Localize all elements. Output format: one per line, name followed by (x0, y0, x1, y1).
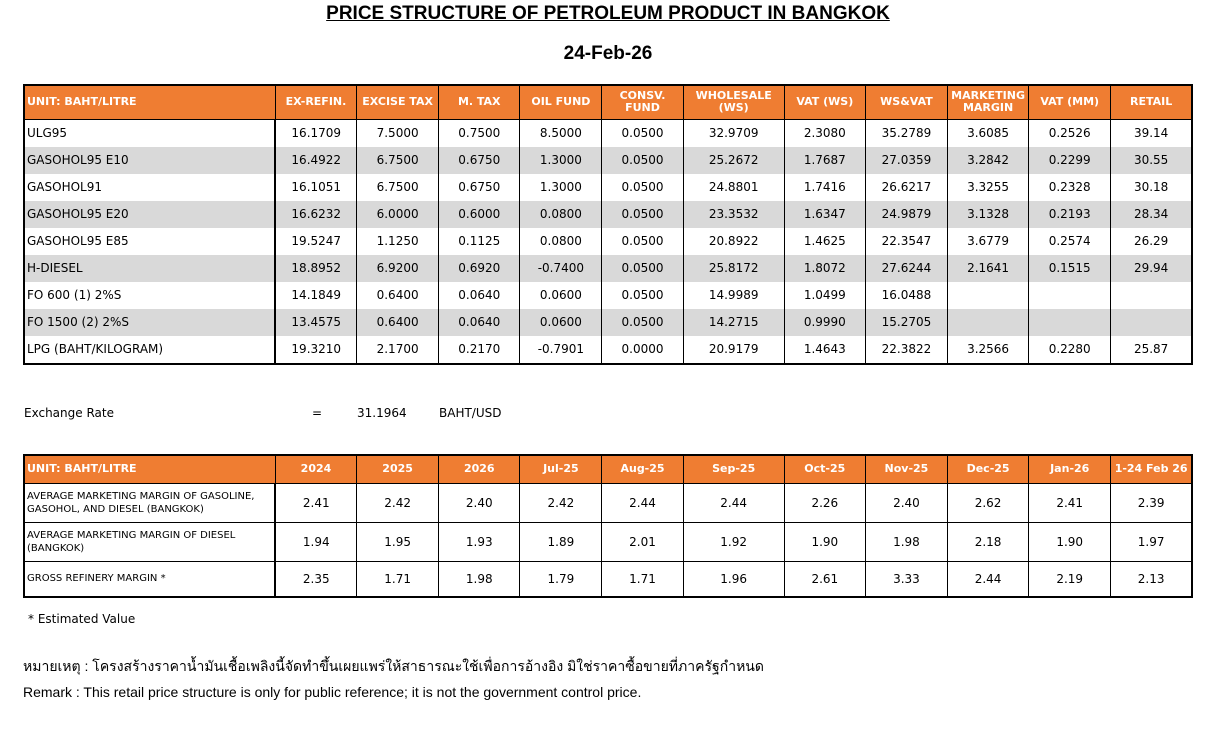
table-cell (1111, 282, 1192, 309)
margin-col-header-11: 1-24 Feb 26 (1111, 455, 1192, 483)
table-cell: 26.29 (1111, 228, 1192, 255)
table-cell: 1.4625 (784, 228, 865, 255)
table-cell: 2.39 (1111, 483, 1192, 522)
table-cell: 2.40 (865, 483, 947, 522)
table-cell: 0.0500 (602, 201, 683, 228)
table-cell: 1.71 (602, 561, 683, 597)
table-cell: 1.1250 (357, 228, 439, 255)
table-cell: 3.6085 (948, 119, 1029, 147)
table-cell: 0.0500 (602, 147, 683, 174)
page-title: PRICE STRUCTURE OF PETROLEUM PRODUCT IN BANGKOK (326, 3, 890, 24)
table-cell: 2.42 (357, 483, 439, 522)
table-cell: 16.6232 (275, 201, 356, 228)
table-cell: 1.0499 (784, 282, 865, 309)
report-date: 24-Feb-26 (563, 43, 653, 64)
table-cell: 22.3822 (865, 336, 947, 364)
table-cell: 1.3000 (520, 174, 602, 201)
table-cell: 18.8952 (275, 255, 356, 282)
table-cell: 1.8072 (784, 255, 865, 282)
table-cell: 1.7416 (784, 174, 865, 201)
row-label: AVERAGE MARKETING MARGIN OF GASOLINE, GASOHOL, AND DIESEL (BANGKOK) (24, 483, 275, 522)
table-cell: 0.0800 (520, 228, 602, 255)
table-cell: 0.0600 (520, 282, 602, 309)
row-label: GASOHOL95 E20 (24, 201, 275, 228)
table-cell: 16.4922 (275, 147, 356, 174)
exchange-rate-unit: BAHT/USD (439, 406, 502, 420)
margin-table-header-row (24, 455, 1192, 483)
table-cell: 14.2715 (683, 309, 784, 336)
table-cell: 0.6400 (357, 309, 439, 336)
margin-col-header-9: Dec-25 (948, 455, 1029, 483)
table-cell: 0.0800 (520, 201, 602, 228)
price-row (24, 201, 1192, 228)
row-label: GASOHOL91 (27, 180, 102, 194)
table-cell: 8.5000 (520, 119, 602, 147)
table-cell: 0.6400 (357, 282, 439, 309)
price-col-header-9: MARKETING MARGIN (948, 85, 1029, 119)
table-cell: 16.1709 (275, 119, 356, 147)
price-row (24, 336, 1192, 364)
margin-row (24, 483, 1192, 522)
table-cell: 1.97 (1111, 522, 1192, 561)
price-col-header-7: VAT (WS) (784, 85, 865, 119)
row-label: GASOHOL95 E85 (27, 234, 129, 248)
table-cell: 3.1328 (948, 201, 1029, 228)
table-cell: 1.90 (1029, 522, 1111, 561)
margin-col-header-4: Jul-25 (520, 455, 602, 483)
margin-row (24, 561, 1192, 597)
table-cell: 29.94 (1111, 255, 1192, 282)
table-cell: 2.61 (784, 561, 865, 597)
price-col-header-4: OIL FUND (520, 85, 602, 119)
table-cell: 30.55 (1111, 147, 1192, 174)
table-cell: 1.92 (683, 522, 784, 561)
table-cell: 24.9879 (865, 201, 947, 228)
table-cell: 1.4643 (784, 336, 865, 364)
table-cell: 1.7687 (784, 147, 865, 174)
table-cell: 0.6750 (439, 147, 520, 174)
price-col-header-1: EX-REFIN. (275, 85, 356, 119)
table-cell: 0.7500 (439, 119, 520, 147)
table-cell: 20.8922 (683, 228, 784, 255)
table-cell: 2.42 (520, 483, 602, 522)
margin-col-header-2: 2025 (357, 455, 439, 483)
table-cell: 16.1051 (275, 174, 356, 201)
row-label: GASOHOL95 E10 (24, 147, 275, 174)
price-col-header-2: EXCISE TAX (357, 85, 439, 119)
table-cell (948, 309, 1029, 336)
row-label: AVERAGE MARKETING MARGIN OF DIESEL (BANGKOK) (24, 522, 275, 561)
table-cell: 19.3210 (275, 336, 356, 364)
row-label: FO 1500 (2) 2%S (24, 309, 275, 336)
table-cell: 1.95 (357, 522, 439, 561)
table-cell: 6.7500 (357, 147, 439, 174)
table-cell: 2.1641 (948, 255, 1029, 282)
table-cell: 0.2299 (1029, 147, 1111, 174)
price-col-header-10: VAT (MM) (1029, 85, 1111, 119)
table-cell: 3.3255 (948, 174, 1029, 201)
table-cell: 0.2526 (1029, 119, 1111, 147)
table-cell: 0.6750 (439, 174, 520, 201)
margin-col-header-1: 2024 (275, 455, 356, 483)
table-cell: 27.0359 (865, 147, 947, 174)
table-cell: 0.6920 (439, 255, 520, 282)
table-cell: 0.0500 (602, 228, 683, 255)
table-cell: 0.1515 (1029, 255, 1111, 282)
price-col-header-5: CONSV. FUND (602, 85, 683, 119)
table-cell: 1.79 (520, 561, 602, 597)
table-cell: 16.0488 (865, 282, 947, 309)
margin-col-header-10: Jan-26 (1029, 455, 1111, 483)
price-col-header-6: WHOLESALE (WS) (683, 85, 784, 119)
table-cell: 25.87 (1111, 336, 1192, 364)
table-cell: 19.5247 (275, 228, 356, 255)
table-cell (1111, 309, 1192, 336)
table-cell: 3.6779 (948, 228, 1029, 255)
table-cell: 1.94 (275, 522, 356, 561)
table-cell: 0.2193 (1029, 201, 1111, 228)
table-cell: 13.4575 (275, 309, 356, 336)
price-row (24, 282, 1192, 309)
price-table-header-row (24, 85, 1192, 119)
exchange-rate-value: 31.1964 (357, 406, 407, 420)
table-cell: 1.3000 (520, 147, 602, 174)
table-cell: 2.44 (948, 561, 1029, 597)
table-cell: 2.44 (602, 483, 683, 522)
price-table-body (24, 119, 1192, 364)
margin-row (24, 522, 1192, 561)
price-col-header-0: UNIT: BAHT/LITRE (24, 85, 275, 119)
table-cell: 25.2672 (683, 147, 784, 174)
price-row (24, 147, 1192, 174)
table-cell (1029, 282, 1111, 309)
margin-col-header-0: UNIT: BAHT/LITRE (24, 455, 275, 483)
remark-thai: หมายเหตุ : โครงสร้างราคาน้ำมันเชื้อเพลิงนี้จัดทำขึ้นเผยแพร่ให้สาธารณะใช้เพื่อการอ้างอิง มิใช่ราคาซื้อขายที่ภาครัฐกำหนด (23, 658, 764, 674)
table-cell: 0.1125 (439, 228, 520, 255)
table-cell: 2.41 (275, 483, 356, 522)
table-cell: 0.0640 (439, 282, 520, 309)
table-cell: 15.2705 (865, 309, 947, 336)
table-cell: 6.0000 (357, 201, 439, 228)
table-cell: 1.89 (520, 522, 602, 561)
table-cell: 30.18 (1111, 174, 1192, 201)
remark-english: Remark : This retail price structure is only for public reference; it is not the government control price. (23, 684, 642, 700)
table-cell: 1.98 (865, 522, 947, 561)
exchange-rate-label: Exchange Rate (24, 406, 114, 420)
table-cell: 3.2842 (948, 147, 1029, 174)
table-cell: 2.1700 (357, 336, 439, 364)
table-cell: 24.8801 (683, 174, 784, 201)
table-cell: 35.2789 (865, 119, 947, 147)
table-cell (1029, 309, 1111, 336)
table-cell: 20.9179 (683, 336, 784, 364)
margin-col-header-6: Sep-25 (683, 455, 784, 483)
table-cell: 0.0500 (602, 282, 683, 309)
price-row (24, 228, 1192, 255)
table-cell: 23.3532 (683, 201, 784, 228)
table-cell: 0.0500 (602, 174, 683, 201)
margin-table-body (24, 483, 1192, 597)
row-label: H-DIESEL (24, 255, 275, 282)
table-cell: 1.98 (439, 561, 520, 597)
row-label: LPG (BAHT/KILOGRAM) (27, 342, 164, 356)
row-label: GROSS REFINERY MARGIN * (24, 561, 275, 597)
table-cell: 26.6217 (865, 174, 947, 201)
table-cell: 1.90 (784, 522, 865, 561)
table-cell: 2.35 (275, 561, 356, 597)
table-cell (948, 282, 1029, 309)
row-label: FO 600 (1) 2%S (27, 288, 122, 302)
margin-table (23, 454, 1193, 598)
table-cell: -0.7901 (520, 336, 602, 364)
footnote: * Estimated Value (28, 612, 136, 626)
exchange-rate-equals: = (312, 406, 323, 420)
table-cell: 2.41 (1029, 483, 1111, 522)
price-row (24, 174, 1192, 201)
table-cell: 0.2280 (1029, 336, 1111, 364)
table-cell: 0.0500 (602, 309, 683, 336)
table-cell: 0.2170 (439, 336, 520, 364)
table-cell: 14.9989 (683, 282, 784, 309)
price-row (24, 255, 1192, 282)
table-cell: 2.01 (602, 522, 683, 561)
table-cell: 28.34 (1111, 201, 1192, 228)
margin-col-header-5: Aug-25 (602, 455, 683, 483)
table-cell: 2.62 (948, 483, 1029, 522)
table-cell: 3.33 (865, 561, 947, 597)
table-cell: 2.3080 (784, 119, 865, 147)
table-cell: 3.2566 (948, 336, 1029, 364)
table-cell: 2.26 (784, 483, 865, 522)
table-cell: 1.93 (439, 522, 520, 561)
table-cell: 0.0000 (602, 336, 683, 364)
table-cell: 0.0500 (602, 255, 683, 282)
table-cell: 0.0640 (439, 309, 520, 336)
table-cell: 1.71 (357, 561, 439, 597)
price-row (24, 119, 1192, 147)
table-cell: 7.5000 (357, 119, 439, 147)
table-cell: 0.0600 (520, 309, 602, 336)
table-cell: 2.18 (948, 522, 1029, 561)
price-structure-table (23, 84, 1193, 365)
table-cell: -0.7400 (520, 255, 602, 282)
table-cell: 6.7500 (357, 174, 439, 201)
table-cell: 0.6000 (439, 201, 520, 228)
table-cell: 22.3547 (865, 228, 947, 255)
margin-col-header-7: Oct-25 (784, 455, 865, 483)
table-cell: 27.6244 (865, 255, 947, 282)
table-cell: 6.9200 (357, 255, 439, 282)
table-cell: 2.40 (439, 483, 520, 522)
table-cell: 25.8172 (683, 255, 784, 282)
price-row (24, 309, 1192, 336)
table-cell: 0.2328 (1029, 174, 1111, 201)
table-cell: 0.0500 (602, 119, 683, 147)
margin-col-header-3: 2026 (439, 455, 520, 483)
table-cell: 1.96 (683, 561, 784, 597)
price-col-header-3: M. TAX (439, 85, 520, 119)
table-cell: 0.2574 (1029, 228, 1111, 255)
row-label: ULG95 (27, 126, 68, 140)
table-cell: 2.13 (1111, 561, 1192, 597)
margin-col-header-8: Nov-25 (865, 455, 947, 483)
table-cell: 32.9709 (683, 119, 784, 147)
table-cell: 2.44 (683, 483, 784, 522)
table-cell: 1.6347 (784, 201, 865, 228)
price-col-header-8: WS&VAT (865, 85, 947, 119)
table-cell: 14.1849 (275, 282, 356, 309)
table-cell: 0.9990 (784, 309, 865, 336)
table-cell: 2.19 (1029, 561, 1111, 597)
price-col-header-11: RETAIL (1111, 85, 1192, 119)
table-cell: 39.14 (1111, 119, 1192, 147)
